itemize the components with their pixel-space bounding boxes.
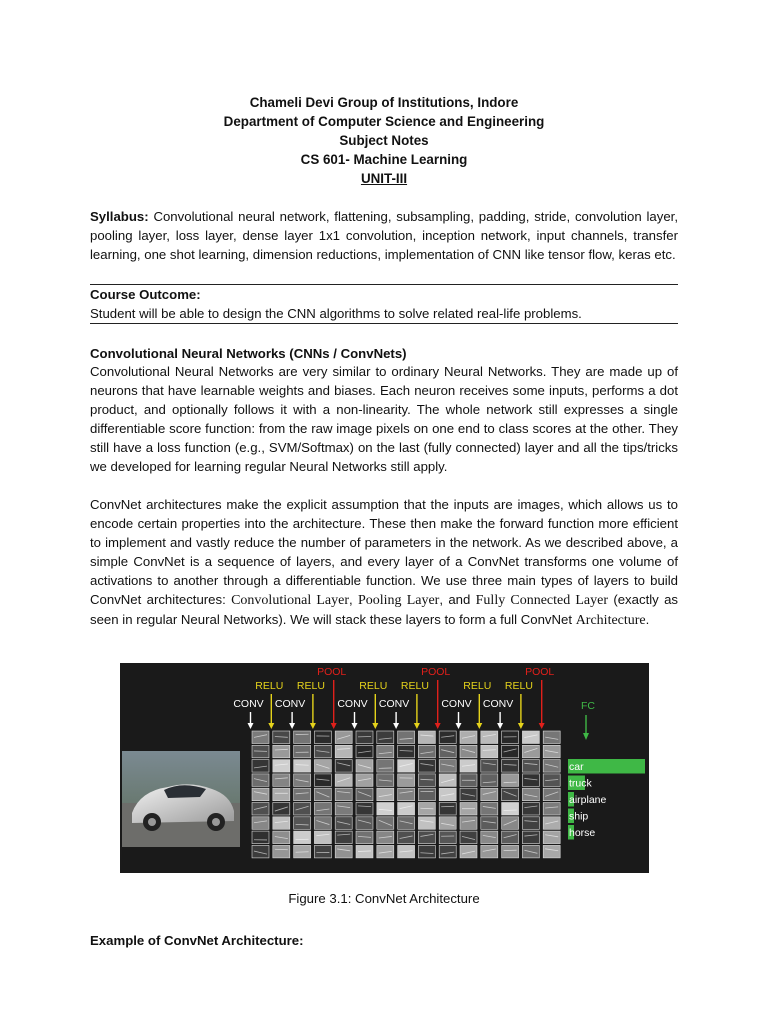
feature-map-cell	[522, 803, 539, 816]
term-architecture: Architecture	[575, 613, 646, 628]
conv-label: CONV	[233, 698, 264, 710]
feature-map-cell	[294, 817, 311, 830]
fc-label: FC	[581, 700, 595, 712]
feature-map-cell	[418, 817, 435, 830]
conv-arrow-head	[456, 723, 462, 729]
feature-map-cell	[377, 745, 394, 758]
feature-map-cell	[273, 760, 290, 773]
separator-2: , and	[439, 592, 476, 607]
conv-arrow-head	[289, 723, 295, 729]
feature-map-cell	[460, 845, 477, 858]
pool-label: POOL	[525, 666, 555, 678]
relu-arrow-head	[268, 723, 274, 729]
feature-column-12	[481, 731, 498, 858]
unit-title: UNIT-III	[360, 171, 408, 186]
feature-map-cell	[335, 803, 352, 816]
feature-map-cell	[418, 731, 435, 744]
department-title: Department of Computer Science and Engineering	[223, 114, 545, 129]
fc-arrow	[581, 700, 595, 740]
feature-map-cell	[502, 845, 519, 858]
feature-map-stroke	[504, 782, 517, 783]
conv-label: CONV	[274, 698, 306, 710]
paragraph-2-text-a: ConvNet architectures make the explicit assumption that the inputs are images, which allows us to encode certain properties into the architecture. These then make the forward function more efficient to implement and vastly reduce the number of parameters in the network. As we described above, a simple ConvNet is a sequence of layers, and every layer of a ConvNet transforms one volume of activations to another through a differentiable function. We use three main types of layers to build ConvNet architectures:	[90, 497, 678, 607]
feature-map-cell	[543, 845, 560, 858]
conv-label: CONV	[378, 698, 410, 710]
feature-map-cell	[481, 760, 498, 773]
pool-arrow-head	[539, 723, 545, 729]
feature-map-cell	[543, 803, 560, 816]
input-car-image	[122, 751, 240, 847]
unit-title-wrap	[90, 169, 678, 188]
feature-map-cell	[439, 831, 456, 844]
course-title: CS 601- Machine Learning	[300, 152, 468, 167]
paragraph-2-end: .	[645, 612, 650, 627]
feature-map-cell	[273, 745, 290, 758]
paragraph-2-text-b: (exactly as seen in regular Neural Networks). We will stack these layers to form a full ConvNet	[90, 592, 678, 627]
feature-column-5	[335, 731, 352, 858]
feature-map-cell	[294, 731, 311, 744]
conv-arrow	[441, 698, 471, 729]
section-heading: Convolutional Neural Networks (CNNs / ConvNets)	[90, 346, 407, 361]
feature-map-cell	[314, 817, 331, 830]
divider-bottom	[90, 323, 678, 324]
feature-map-cell	[314, 845, 331, 858]
term-convolutional-layer: Convolutional Layer	[231, 593, 349, 608]
feature-map-stroke	[296, 824, 309, 825]
relu-arrow-head	[414, 723, 420, 729]
feature-map-cell	[294, 760, 311, 773]
feature-map-cell	[543, 817, 560, 830]
feature-map-cell	[314, 731, 331, 744]
class-label-truck: truck	[569, 777, 592, 790]
feature-map-cell	[398, 745, 415, 758]
syllabus-label: Syllabus:	[90, 209, 149, 224]
feature-column-15	[543, 731, 560, 858]
pool-label: POOL	[421, 666, 451, 678]
fc-arrow-head	[583, 733, 589, 740]
feature-map-cell	[356, 760, 373, 773]
feature-map-cell	[252, 845, 269, 858]
feature-map-stroke	[296, 852, 309, 853]
feature-map-cell	[439, 803, 456, 816]
institution-title: Chameli Devi Group of Institutions, Indore	[249, 95, 519, 110]
feature-map-cell	[294, 831, 311, 844]
feature-map-cell	[398, 731, 415, 744]
feature-map-cell	[335, 745, 352, 758]
section-paragraph-1: Convolutional Neural Networks are very similar to ordinary Neural Networks. They are made up of neurons that have learnable weights and biases. Each neuron receives some inputs, performs a dot product, and optionally follows it with a non-linearity. The whole network still expresses a single differentiable score function: from the raw image pixels on one end to class scores at the other. They still have a loss function (e.g., SVM/Softmax) on the last (fully connected) layer and all the tips/tricks we developed for learning regular Neural Networks still apply.	[90, 364, 678, 474]
pool-arrow-head	[331, 723, 337, 729]
feature-map-cell	[543, 831, 560, 844]
feature-column-6	[356, 731, 373, 858]
conv-arrow	[337, 698, 367, 729]
relu-label: RELU	[255, 680, 284, 692]
class-label-horse: horse	[569, 827, 596, 839]
feature-map-cell	[273, 845, 290, 858]
feature-map-columns	[252, 731, 560, 858]
feature-map-cell	[460, 817, 477, 830]
feature-map-cell	[460, 831, 477, 844]
feature-column-11	[460, 731, 477, 858]
feature-map-cell	[398, 774, 415, 787]
feature-map-cell	[502, 803, 519, 816]
conv-arrow-head	[497, 723, 503, 729]
feature-map-cell	[439, 845, 456, 858]
feature-map-cell	[398, 788, 415, 801]
feature-column-13	[502, 731, 519, 858]
syllabus-paragraph	[90, 207, 678, 264]
pool-label: POOL	[317, 666, 347, 678]
feature-map-cell	[439, 774, 456, 787]
relu-label: RELU	[359, 680, 388, 692]
conv-arrow	[275, 698, 305, 729]
pool-arrow-head	[435, 723, 441, 729]
relu-arrow-head	[310, 723, 316, 729]
feature-map-cell	[398, 817, 415, 830]
feature-map-cell	[522, 831, 539, 844]
conv-arrow-head	[352, 723, 358, 729]
feature-map-cell	[377, 760, 394, 773]
feature-map-cell	[377, 731, 394, 744]
feature-column-9	[418, 731, 435, 858]
conv-label: CONV	[482, 698, 514, 710]
convnet-figure	[120, 663, 649, 873]
feature-map-cell	[294, 788, 311, 801]
feature-column-10	[439, 731, 456, 858]
feature-map-cell	[502, 760, 519, 773]
figure-caption: Figure 3.1: ConvNet Architecture	[288, 891, 480, 906]
feature-map-cell	[356, 803, 373, 816]
relu-arrow-head	[372, 723, 378, 729]
term-fully-connected-layer: Fully Connected Layer	[475, 593, 609, 608]
feature-map-cell	[294, 774, 311, 787]
feature-map-cell	[273, 774, 290, 787]
example-heading: Example of ConvNet Architecture:	[90, 933, 304, 948]
feature-map-cell	[502, 817, 519, 830]
doc-type-title: Subject Notes	[339, 133, 429, 148]
feature-map-cell	[294, 745, 311, 758]
feature-column-14	[522, 731, 539, 858]
relu-label: RELU	[400, 680, 429, 692]
feature-column-8	[398, 731, 415, 858]
feature-column-4	[314, 731, 331, 858]
feature-column-7	[377, 731, 394, 858]
pool-arrow	[525, 666, 554, 729]
relu-label: RELU	[296, 680, 325, 692]
conv-arrow-head	[393, 723, 399, 729]
feature-map-cell	[418, 788, 435, 801]
relu-arrow-head	[476, 723, 482, 729]
outcome-label: Course Outcome:	[90, 287, 201, 302]
feature-map-cell	[335, 831, 352, 844]
feature-map-cell	[481, 774, 498, 787]
feature-column-2	[273, 731, 290, 858]
conv-arrow	[233, 698, 263, 729]
feature-map-cell	[418, 845, 435, 858]
feature-map-cell	[314, 831, 331, 844]
feature-map-cell	[502, 788, 519, 801]
relu-label: RELU	[463, 680, 492, 692]
conv-label: CONV	[441, 698, 472, 710]
feature-map-cell	[481, 803, 498, 816]
feature-map-cell	[522, 817, 539, 830]
feature-map-cell	[294, 803, 311, 816]
class-label-ship: ship	[569, 810, 589, 823]
feature-map-cell	[439, 760, 456, 773]
feature-column-3	[294, 731, 311, 858]
term-pooling-layer: Pooling Layer	[357, 593, 440, 608]
feature-map-cell	[418, 831, 435, 844]
feature-column-1	[252, 731, 269, 858]
feature-map-cell	[252, 803, 269, 816]
feature-map-cell	[356, 774, 373, 787]
conv-arrow	[379, 698, 409, 729]
feature-map-cell	[252, 817, 269, 830]
conv-label: CONV	[337, 698, 368, 710]
conv-arrow	[483, 698, 513, 729]
feature-map-cell	[481, 745, 498, 758]
feature-map-cell	[398, 760, 415, 773]
relu-arrow-head	[518, 723, 524, 729]
feature-map-cell	[522, 760, 539, 773]
feature-map-stroke	[275, 849, 288, 850]
separator-1: ,	[349, 592, 358, 607]
feature-map-cell	[418, 760, 435, 773]
feature-map-cell	[273, 817, 290, 830]
feature-map-cell	[273, 788, 290, 801]
feature-map-cell	[522, 745, 539, 758]
relu-label: RELU	[504, 680, 533, 692]
section-paragraph-2	[90, 495, 678, 630]
feature-map-cell	[481, 731, 498, 744]
feature-map-cell	[335, 845, 352, 858]
layer-arrows	[233, 666, 595, 740]
conv-arrow-head	[248, 723, 254, 729]
feature-map-cell	[252, 831, 269, 844]
class-score-bars	[568, 759, 645, 840]
convnet-diagram	[120, 663, 649, 873]
class-label-car: car	[569, 761, 584, 773]
outcome-text: Student will be able to design the CNN algorithms to solve related real-life problems.	[90, 306, 582, 321]
feature-map-cell	[460, 745, 477, 758]
syllabus-text: Convolutional neural network, flattening, subsampling, padding, stride, convolution layer, pooling layer, loss layer, dense layer 1x1 convolution, inception network, input channels, transfer learning, one shot learning, dimension reductions, implementation of CNN like tensor flow, keras etc.	[90, 209, 678, 262]
feature-map-cell	[502, 774, 519, 787]
feature-map-cell	[335, 788, 352, 801]
feature-map-cell	[377, 803, 394, 816]
class-label-airplane: airplane	[569, 794, 607, 806]
